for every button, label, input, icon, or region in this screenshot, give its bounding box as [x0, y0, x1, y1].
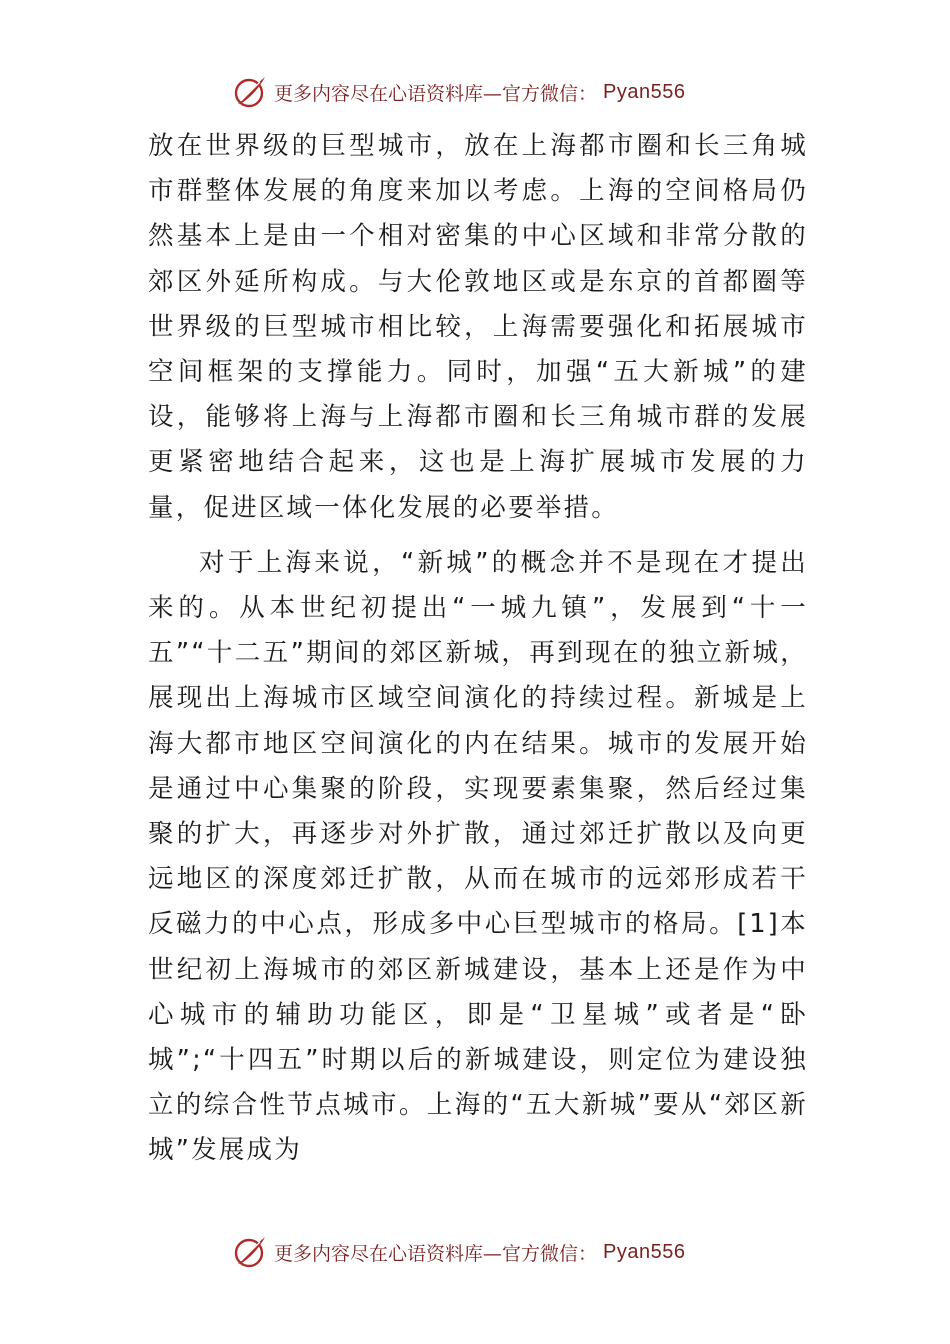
article-body [148, 124, 808, 1174]
paragraph-1: 放在世界级的巨型城市，放在上海都市圈和长三角城市群整体发展的角度来加以考虑。上海的空间格局仍然基本上是由一个相对密集的中心区域和非常分散的郊区外延所构成。与大伦敦地区或是东京的首都圈等世界级的巨型城市相比较，上海需要强化和拓展城市空间框架的支撑能力。同时，加强“五大新城”的建设，能够将上海与上海都市圈和长三角城市群的发展更紧密地结合起来，这也是上海扩展城市发展的力量，促进区域一体化发展的必要举措。 [148, 131, 808, 523]
footer-wechat-id: Pyan556 [603, 1240, 686, 1263]
header-banner [232, 72, 685, 112]
paragraph-2: 对于上海来说，“新城”的概念并不是现在才提出来的。从本世纪初提出“一城九镇”，发展到“十一五”“十二五”期间的郊区新城，再到现在的独立新城，展现出上海城市区域空间演化的持续过程。新城是上海大都市地区空间演化的内在结果。城市的发展开始是通过中心集聚的阶段，实现要素集聚，然后经过集聚的扩大，再逐步对外扩散，通过郊迁扩散以及向更远地区的深度郊迁扩散，从而在城市的远郊形成若干反磁力的中心点，形成多中心巨型城市的格局。[1]本世纪初上海城市的郊区新城建设，基本上还是作为中心城市的辅助功能区，即是“卫星城”或者是“卧城”;“十四五”时期以后的新城建设，则定位为建设独立的综合性节点城市。上海的“五大新城”要从“郊区新城”发展成为 [148, 547, 808, 1166]
header-label: 更多内容尽在心语资料库—官方微信： [274, 82, 598, 105]
header-wechat-id: Pyan556 [603, 80, 686, 103]
quill-logo-icon [232, 74, 268, 110]
quill-logo-icon [232, 1234, 268, 1270]
footer-banner [232, 1232, 685, 1272]
footer-label: 更多内容尽在心语资料库—官方微信： [274, 1242, 598, 1265]
